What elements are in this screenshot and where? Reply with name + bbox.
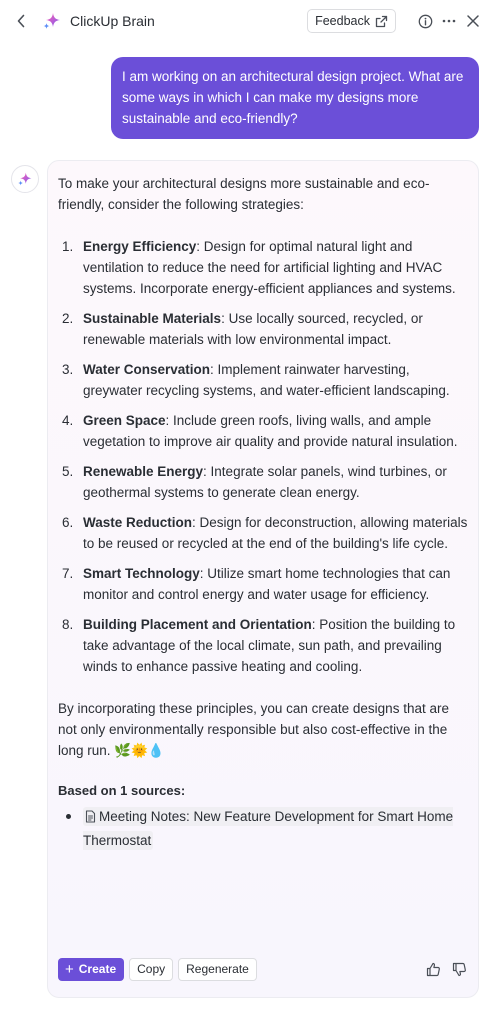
info-icon[interactable] (416, 12, 434, 30)
source-link[interactable] (83, 807, 453, 850)
response-actions (58, 957, 468, 981)
header (0, 0, 494, 42)
more-horizontal-icon[interactable] (440, 12, 458, 30)
external-link-icon (375, 15, 388, 28)
create-button[interactable]: + Create (58, 958, 124, 981)
plus-icon: + (65, 960, 74, 978)
list-item: 6. Waste Reduction: Design for deconstruction, allowing materials to be reused or recycled at the end of the building's life cycle. (62, 515, 468, 551)
list-item: 8. Building Placement and Orientation: Position the building to take advantage of the local climate, sun path, and prevailing winds to enhance passive heating and cooling. (62, 617, 456, 674)
document-icon (85, 808, 96, 830)
sources-title: Based on 1 sources: (58, 783, 186, 798)
chevron-left-icon[interactable] (12, 12, 30, 30)
source-label: Meeting Notes: New Feature Development for Smart Home Thermostat (83, 809, 454, 848)
list-item: 7. Smart Technology: Utilize smart home technologies that can monitor and control energy and water usage for efficiency. (62, 566, 451, 602)
thumbs-up-icon[interactable] (424, 960, 442, 978)
sparkle-icon (17, 171, 33, 187)
list-item (58, 806, 468, 852)
list-item: 3. Water Conservation: Implement rainwater harvesting, greywater recycling systems, and water-efficient landscaping. (62, 362, 450, 398)
sparkle-icon (42, 11, 62, 31)
list-item: 4. Green Space: Include green roofs, living walls, and ample vegetation to improve air quality and provide natural insulation. (62, 413, 458, 449)
response-outro: By incorporating these principles, you can create designs that are not only environmentally responsible but also cost-effective in the long run. 🌿🌞💧 (58, 701, 449, 758)
feedback-button[interactable] (307, 9, 396, 33)
response-intro: To make your architectural designs more sustainable and eco-friendly, consider the following strategies: (58, 176, 430, 212)
ai-avatar (11, 165, 39, 193)
close-icon[interactable] (464, 12, 482, 30)
strategy-list (58, 236, 468, 677)
page-title: ClickUp Brain (70, 13, 155, 29)
feedback-label: Feedback (315, 14, 370, 28)
copy-button[interactable]: Copy (129, 958, 173, 981)
list-item: 2. Sustainable Materials: Use locally sourced, recycled, or renewable materials with low environmental impact. (62, 311, 423, 347)
ai-response-card (47, 160, 479, 998)
thumbs-down-icon[interactable] (450, 960, 468, 978)
regenerate-button[interactable]: Regenerate (178, 958, 257, 981)
list-item: 5. Renewable Energy: Integrate solar panels, wind turbines, or geothermal systems to generate clean energy. (62, 464, 447, 500)
list-item: 1. Energy Efficiency: Design for optimal natural light and ventilation to reduce the need for artificial lighting and HVAC systems. Incorporate energy-efficient appliances and systems. (62, 239, 456, 296)
user-message: I am working on an architectural design project. What are some ways in which I can make my designs more sustainable and eco-friendly? (111, 57, 479, 139)
